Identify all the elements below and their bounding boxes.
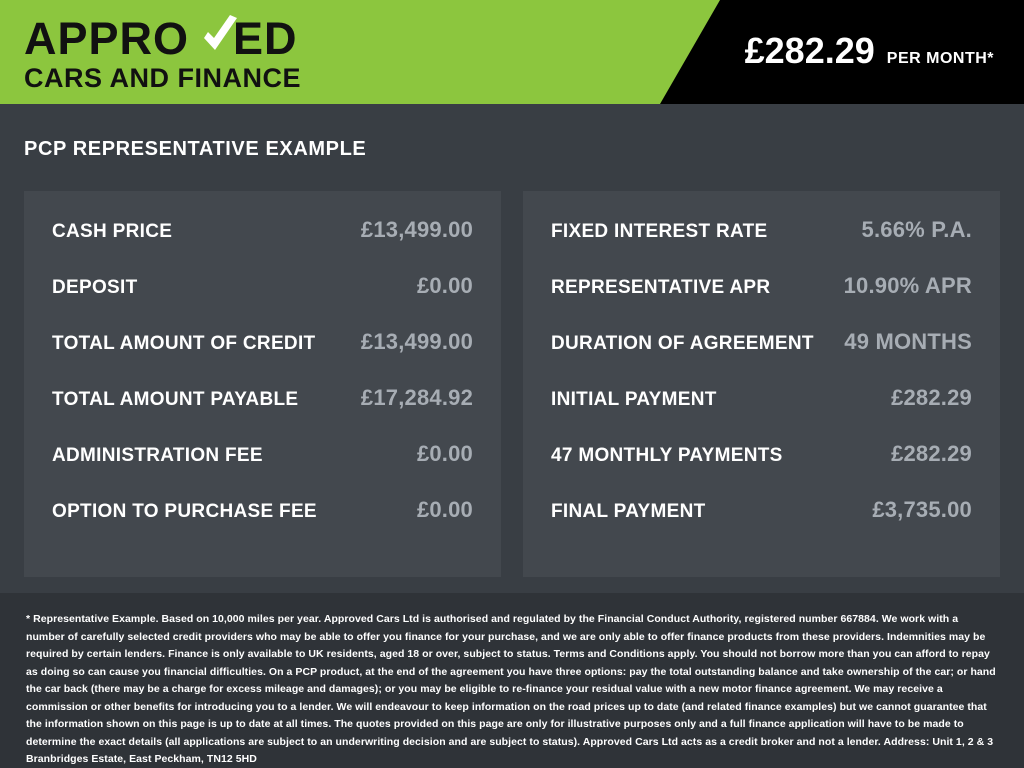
row-label: TOTAL AMOUNT PAYABLE [52, 389, 299, 410]
row-label: REPRESENTATIVE APR [551, 277, 771, 298]
left-details-panel [24, 191, 501, 577]
table-row [52, 273, 473, 329]
right-details-panel [523, 191, 1000, 577]
price-amount: £282.29 [744, 30, 875, 71]
row-label: INITIAL PAYMENT [551, 389, 717, 410]
logo-text-approved-part2: ED [233, 13, 298, 64]
table-row [52, 385, 473, 441]
finance-details-panels [0, 191, 1024, 577]
row-label: DURATION OF AGREEMENT [551, 333, 814, 354]
row-value: £0.00 [416, 497, 473, 522]
table-row [52, 497, 473, 553]
table-row [551, 497, 972, 553]
row-value: £0.00 [416, 441, 473, 466]
row-label: TOTAL AMOUNT OF CREDIT [52, 333, 316, 354]
row-label: 47 MONTHLY PAYMENTS [551, 445, 783, 466]
page-title: PCP REPRESENTATIVE EXAMPLE [24, 138, 367, 160]
price-period-label: PER MONTH* [886, 50, 994, 67]
row-value: £13,499.00 [360, 217, 473, 242]
logo-wordmark-top [24, 13, 301, 64]
brand-logo [24, 13, 301, 93]
row-label: OPTION TO PURCHASE FEE [52, 501, 317, 522]
disclaimer-text: * Representative Example. Based on 10,000 miles per year. Approved Cars Ltd is authorised and regulated by the Financial Conduct Authority, registered number 667884. We work with a number of carefully selected credit providers who may be able to offer you finance for your purchase, and we are only able to offer finance products from these providers. Indemnities may be required by certain lenders. Finance is only available to UK residents, aged 18 or over, subject to status. Terms and Conditions apply. You should not borrow more than you can afford to repay as doing so can cause you financial difficulties. On a PCP product, at the end of the agreement you have three options: pay the total outstanding balance and take ownership of the car; or hand the car back (there may be a charge for excess mileage and damages); or you may be eligible to re-finance your residual value with a new motor finance agreement. We may receive a commission or other benefits for introducing you to a lender. We will endeavour to keep information on the road prices up to date (and related finance examples) but we cannot guarantee that the information shown on this page is up to date at all times. The quotes provided on this page are only for illustrative purposes only and a full finance application will have to be made to determine the exact details (all applications are subject to an underwriting decision and are subject to status). Approved Cars Ltd acts as a credit broker and not a lender. Address: Unit 1, 2 & 3 Branbridges Estate, East Peckham, TN12 5HD [26, 613, 996, 765]
logo-text-cars-and-finance: CARS AND FINANCE [24, 63, 301, 93]
table-row [52, 329, 473, 385]
checkmark-icon [200, 14, 240, 60]
table-row [551, 217, 972, 273]
row-value: £282.29 [891, 385, 972, 410]
row-label: FIXED INTEREST RATE [551, 221, 768, 242]
row-label: CASH PRICE [52, 221, 173, 242]
row-value: £3,735.00 [872, 497, 972, 522]
table-row [52, 217, 473, 273]
monthly-price [745, 30, 994, 72]
table-row [551, 329, 972, 385]
logo-text-approved-part1: APPRO [24, 13, 190, 64]
table-row [551, 385, 972, 441]
row-value: 5.66% P.A. [861, 217, 972, 242]
page-header [0, 0, 1024, 104]
row-label: ADMINISTRATION FEE [52, 445, 263, 466]
row-label: DEPOSIT [52, 277, 138, 298]
table-row [551, 273, 972, 329]
footer-disclaimer [0, 593, 1024, 768]
table-row [551, 441, 972, 497]
row-label: FINAL PAYMENT [551, 501, 706, 522]
row-value: £13,499.00 [360, 329, 473, 354]
table-row [52, 441, 473, 497]
row-value: £17,284.92 [360, 385, 473, 410]
row-value: 10.90% APR [843, 273, 972, 298]
row-value: £0.00 [416, 273, 473, 298]
row-value: £282.29 [891, 441, 972, 466]
row-value: 49 MONTHS [844, 329, 972, 354]
